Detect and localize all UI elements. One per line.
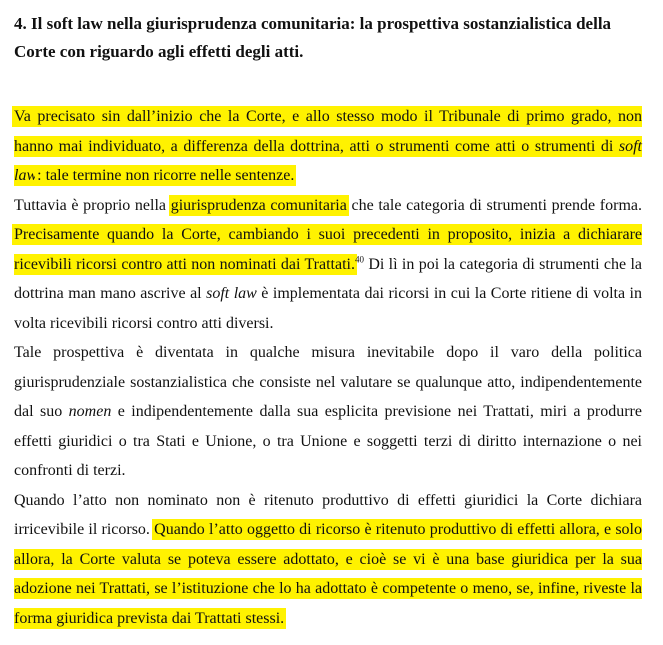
text-span: Tale prospettiva è diventata in qualche misura inevitabile dopo il varo della politica giurisprudenziale sostanzialistica che consiste nel valutare se qualunque atto, indipendentemente dal suo [14,344,642,420]
highlight-span: : tale termine non ricorre nelle sentenze. [37,167,295,184]
highlight-span: giurisprudenza comunitaria [170,196,347,214]
highlight-italic-span: soft law [14,137,642,184]
highlight-span: Precisamente quando la Corte, cambiando i suoi precedenti in proposito, inizia a dichiarare ricevibili ricorsi contro atti non nominati dai Trattati. [14,226,642,273]
body-text [14,102,642,633]
section-heading: 4. Il soft law nella giurisprudenza comunitaria: la prospettiva sostanzialistica della Corte con riguardo agli effetti degli atti. [14,14,612,61]
paragraph-2 [14,191,642,339]
text-span: Di lì in poi la categoria di strumenti che la dottrina man mano ascrive al [14,255,642,302]
text-span: che tale categoria di strumenti prende forma. [346,196,642,214]
text-span: e indipendentemente dalla sua esplicita previsione nei Trattati, miri a produrre effetti giuridici o tra Stati e Unione, o tra Unione e soggetti terzi di diritto internazione o nei confronti di terzi. [14,403,642,479]
italic-span: nomen [68,403,112,420]
document-page [14,10,642,633]
text-span: è implementata dai ricorsi in cui la Corte ritiene di volta in volta ricevibili ricorsi contro atti diversi. [14,285,643,332]
highlight-span: Quando l’atto oggetto di ricorso è ritenuto produttivo di effetti allora, e solo allora, la Corte valuta se poteva essere adottato, e cioè se vi è una base giuridica per la sua adozione nei Trattati, se l’istituzione che lo ha adottato è competente o meno, se, infine, riveste la forma giuridica prevista dai Trattati stessi. [14,521,642,627]
paragraph-1 [14,102,642,191]
text-span: Quando l’atto non nominato non è ritenuto produttivo di effetti giuridici la Corte dichiara irricevibile il ricorso. [14,491,642,538]
text-span: Tuttavia è proprio nella [14,196,171,214]
paragraph-3 [14,338,642,486]
italic-span: soft law [206,285,257,302]
highlight-span: Va precisato sin dall’inizio che la Corte, e allo stesso modo il Tribunale di primo grado, non hanno mai individuato, a differenza della dottrina, atti o strumenti come atti o strumenti di [14,108,642,155]
paragraph-4 [14,486,642,634]
footnote-marker[interactable]: 40 [355,254,364,265]
